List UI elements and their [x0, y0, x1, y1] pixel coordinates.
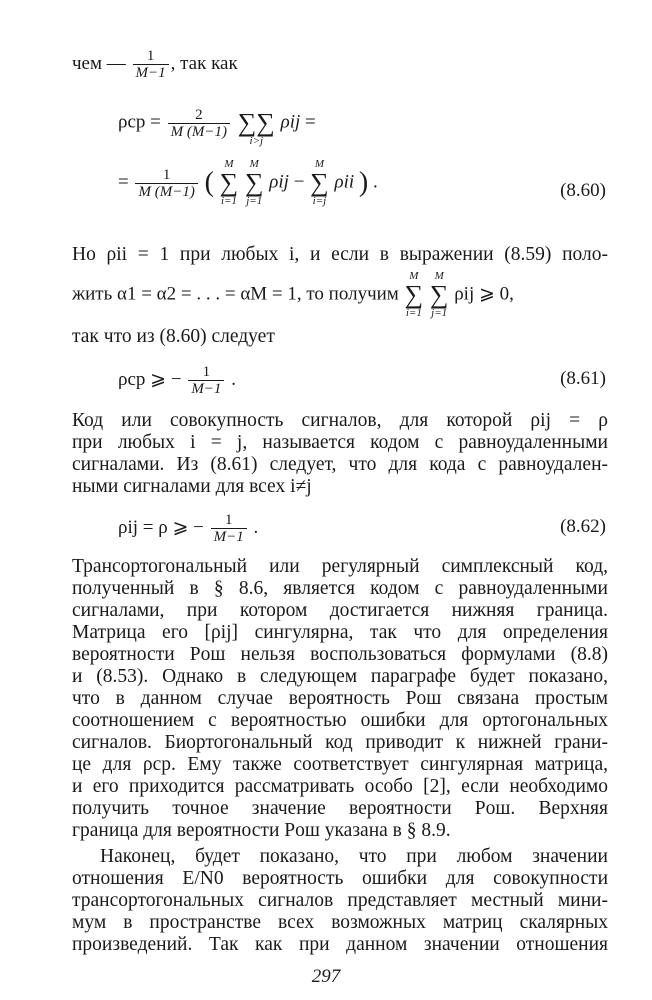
sum-i: [405, 270, 424, 320]
open-paren: (: [204, 167, 214, 198]
sum-symbol: ∑: [404, 280, 424, 309]
intro-line: [72, 48, 238, 81]
fraction-numerator: 2: [195, 106, 203, 123]
close-paren: ): [358, 167, 369, 198]
sum-lower-limit: i=j: [312, 195, 327, 207]
para-trans-line-7: что в данном случае вероятность Pош связана простым: [72, 688, 608, 709]
double-sum: [238, 98, 275, 148]
para-trans-line-12: получить точное значение вероятности Pош. Верхняя: [72, 798, 608, 819]
para-code-line-4: ными сигналами для всех i≠j: [72, 476, 312, 497]
sum-lower-limit: j=1: [431, 307, 448, 319]
sum-lower-limit: j=1: [246, 195, 263, 207]
para-final-line-4: мум в пространстве всех возможных матриц скалярных: [72, 912, 608, 933]
para-trans-line-13: граница для вероятности Pош указана в § 8.9.: [72, 820, 451, 841]
sum-j: [430, 270, 449, 320]
sum-upper-limit: M: [249, 158, 259, 170]
sum-symbol: ∑: [244, 168, 264, 197]
para-final-line-5: произведений. Так как при данном значении отношения: [72, 934, 608, 955]
eq862-lhs: ρij = ρ ⩾ −: [118, 516, 204, 538]
equals-sign: =: [150, 111, 161, 133]
sum-symbol: ∑: [310, 168, 329, 197]
sum-lower-limit: i=1: [220, 195, 237, 207]
equals-sign: =: [118, 171, 129, 193]
eq862-fraction: [211, 512, 247, 545]
rho-ij-term: ρij: [269, 171, 289, 193]
fraction-numerator: 1: [202, 364, 211, 380]
eq861-fraction: [188, 364, 224, 397]
para-trans-line-5: вероятности Pош нельзя воспользоваться формулами (8.8): [72, 644, 608, 665]
sum-j: [245, 158, 264, 208]
rho-avg-coefficient: [168, 107, 230, 140]
eq860-coefficient: [135, 167, 197, 200]
para-code-line-2: при любых i = j, называется кодом с равноудаленными: [72, 432, 608, 453]
sum-i: [220, 158, 239, 208]
para-trans-line-10: це для ρср. Ему также соответствует сингулярная матрица,: [72, 754, 608, 775]
sum-symbol: ∑: [429, 280, 449, 309]
fraction-numerator: 1: [146, 48, 155, 64]
equation-period: .: [372, 171, 378, 193]
para-trans-line-8: соотношением с вероятностью ошибки для ортогональных: [72, 710, 608, 731]
para-no-line-2: [72, 270, 514, 320]
para-final-line-1: Наконец, будет показано, что при любом значении: [100, 846, 608, 867]
para-code-line-1: Код или совокупность сигналов, для которой ρij = ρ: [72, 410, 608, 431]
fraction-denominator: M (M−1): [135, 183, 197, 200]
rho-ij-term: ρij: [280, 111, 301, 133]
rho-ii-term: ρii: [334, 171, 355, 193]
para-no-line-1: Но ρii = 1 при любых i, и если в выражении (8.59) поло-: [72, 244, 608, 265]
fraction-denominator: M−1: [211, 528, 247, 545]
eq861-lhs: ρср ⩾ −: [118, 368, 182, 390]
equation-rho-avg: [118, 98, 316, 148]
equals-sign: =: [305, 111, 316, 133]
intro-tail: , так как: [170, 52, 238, 74]
equation-period: .: [231, 368, 236, 390]
equation-number-8-60: (8.60): [560, 180, 606, 201]
para-trans-line-1: Трансортогональный или регулярный симплексный код,: [72, 556, 608, 577]
intro-fraction: [133, 48, 169, 81]
intro-minus: —: [106, 52, 126, 74]
sum-symbol: ∑: [237, 108, 257, 137]
equation-number-8-61: (8.61): [560, 368, 606, 389]
sum-upper-limit: M: [409, 270, 419, 282]
para-trans-line-4: Матрица его [ρij] сингулярна, так что для определения: [72, 622, 608, 643]
equation-number-8-62: (8.62): [560, 516, 606, 537]
para-trans-line-6: и (8.53). Однако в следующем параграфе будет показано,: [72, 666, 608, 687]
intro-word: чем: [72, 52, 103, 74]
minus-sign: −: [293, 171, 305, 193]
sum-symbol: ∑: [219, 168, 239, 197]
equation-8-61: [118, 364, 236, 397]
sum-upper-limit: M: [224, 158, 234, 170]
equation-period: .: [253, 516, 259, 538]
equation-8-60: [118, 158, 378, 208]
para-trans-line-9: сигналов. Биортогональный код приводит к нижней грани-: [72, 732, 608, 753]
sum-upper-limit: M: [434, 270, 444, 282]
fraction-numerator: 1: [162, 166, 171, 183]
para-no-inequality: ρij ⩾ 0,: [454, 283, 514, 305]
sum-upper-limit: M: [314, 158, 325, 170]
equation-8-62: [118, 512, 258, 545]
sum-diagonal: [310, 158, 329, 208]
para-final-line-3: трансортогональных сигналов представляет местный мини-: [72, 890, 608, 911]
para-trans-line-2: полученный в § 8.6, является кодом с равноудаленными: [72, 578, 608, 599]
para-no-text: жить α1 = α2 = . . . = αM = 1, то получим: [72, 283, 399, 305]
para-trans-line-3: сигналами, при котором достигается нижняя граница.: [72, 600, 608, 621]
sum-lower-limit: i=1: [405, 307, 422, 319]
fraction-denominator: M−1: [133, 64, 169, 81]
para-no-line-3: так что из (8.60) следует: [72, 326, 275, 347]
para-trans-line-11: и его приходится рассматривать особо [2], если необходимо: [72, 776, 608, 797]
para-code-line-3: сигналами. Из (8.61) следует, что для кода с равноудален-: [72, 454, 608, 475]
sum-symbol: ∑: [256, 108, 275, 137]
sum-lower-limit: i>j: [249, 135, 264, 147]
para-final-line-2: отношения E/N0 вероятность ошибки для совокупности: [72, 868, 608, 889]
rho-avg-lhs: ρср: [118, 111, 146, 133]
fraction-denominator: M (M−1): [168, 123, 230, 140]
fraction-numerator: 1: [224, 512, 233, 528]
page-number: 297: [311, 966, 341, 987]
fraction-denominator: M−1: [188, 380, 224, 397]
